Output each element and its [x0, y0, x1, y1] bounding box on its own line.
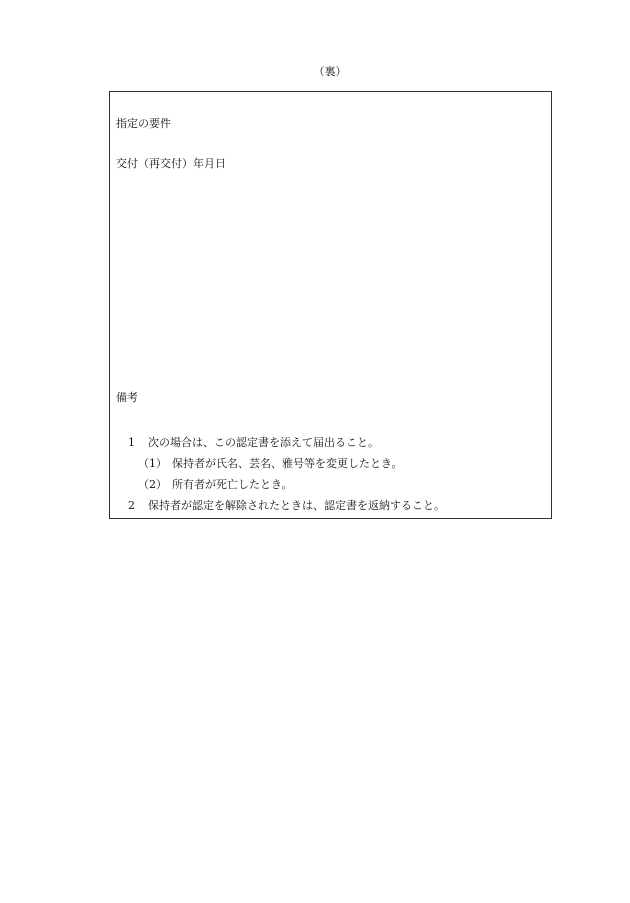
remark-subnumber: （1）	[138, 457, 167, 470]
remarks-list	[128, 432, 445, 516]
remark-text: 所有者が死亡したとき。	[172, 478, 293, 491]
remark-subitem-2	[128, 474, 445, 495]
page-heading: （裏）	[313, 65, 347, 78]
requirements-label: 指定の要件	[116, 117, 171, 130]
remark-number: 2	[128, 499, 135, 512]
remark-subitem-1	[128, 453, 445, 474]
remark-subnumber: （2）	[138, 478, 167, 491]
remark-item-1	[128, 432, 445, 453]
remark-number: 1	[128, 436, 135, 449]
remark-item-2	[128, 495, 445, 516]
issue-date-label: 交付（再交付）年月日	[116, 157, 226, 170]
remark-text: 保持者が氏名、芸名、雅号等を変更したとき。	[172, 457, 403, 470]
remarks-label: 備考	[116, 391, 138, 404]
remark-text: 次の場合は、この認定書を添えて届出ること。	[148, 436, 379, 449]
remark-text: 保持者が認定を解除されたときは、認定書を返納すること。	[148, 499, 445, 512]
certificate-back-form	[109, 91, 552, 519]
